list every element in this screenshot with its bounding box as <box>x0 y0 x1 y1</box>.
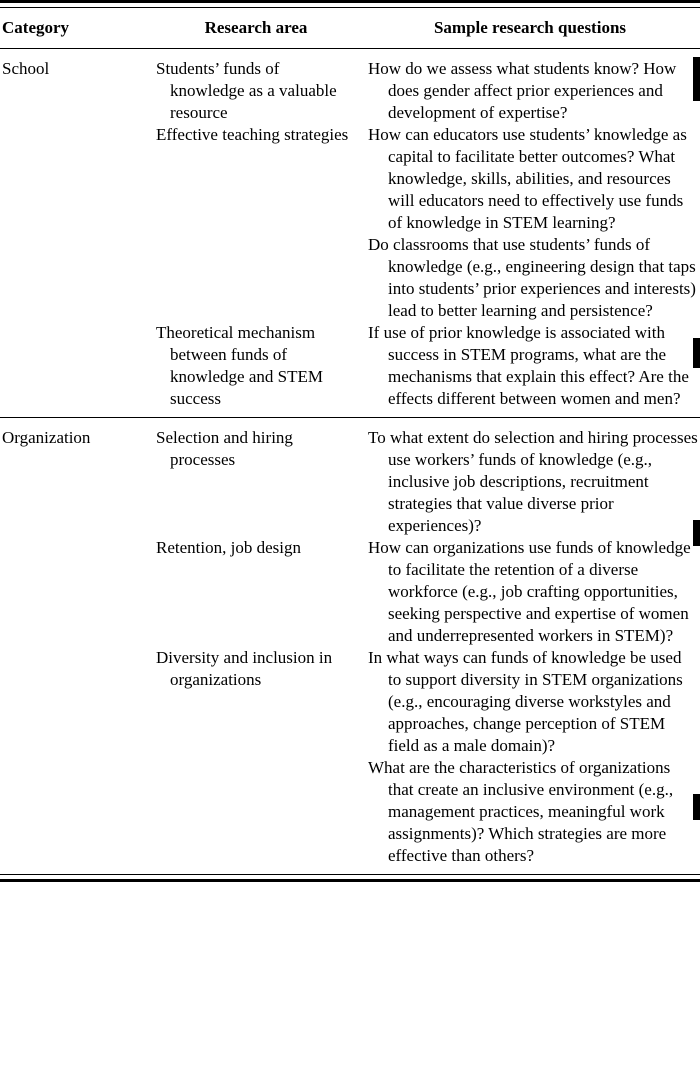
research-area-cell: Diversity and inclusion in organizations <box>156 648 333 689</box>
question-paragraph: What are the characteristics of organizations that create an inclusive environment (e.g., management practices, meaningful work assignments)? Which strategies are more effective than others? <box>368 758 674 865</box>
table-row <box>150 322 700 410</box>
question-paragraph: Do classrooms that use students’ funds of knowledge (e.g., engineering design that taps into students’ prior experiences and interests) lead to better learning and persistence? <box>368 235 696 320</box>
table-row <box>150 427 700 537</box>
section-organization <box>0 418 700 874</box>
scan-edge-artifact <box>693 794 700 820</box>
question-paragraph: To what extent do selection and hiring processes use workers’ funds of knowledge (e.g., inclusive job descriptions, recruitment strategies that value diverse prior experiences)? <box>368 428 698 535</box>
question-paragraph: How do we assess what students know? How does gender affect prior experiences and development of expertise? <box>368 59 677 122</box>
category-cell: School <box>2 59 50 78</box>
research-area-cell: Students’ funds of knowledge as a valuable resource <box>156 59 337 122</box>
research-area-cell: Effective teaching strategies <box>156 125 349 144</box>
section-rows <box>150 427 700 867</box>
question-paragraph: How can organizations use funds of knowledge to facilitate the retention of a diverse workforce (e.g., job crafting opportunities, seeking perspective and expertise of women and underrepresented workers in STEM)? <box>368 538 691 645</box>
table-row <box>150 58 700 124</box>
question-paragraph: If use of prior knowledge is associated with success in STEM programs, what are the mechanisms that explain this effect? Are the effects different between women and men? <box>368 323 689 408</box>
table-header-row <box>0 8 700 48</box>
research-area-cell: Retention, job design <box>156 538 301 557</box>
table-row <box>150 124 700 322</box>
column-header-sample-research-questions: Sample research questions <box>433 18 627 37</box>
table-row <box>150 647 700 867</box>
questions-cell <box>362 124 700 322</box>
scan-edge-artifact <box>693 57 700 101</box>
section-school <box>0 49 700 417</box>
research-area-cell: Theoretical mechanism between funds of knowledge and STEM success <box>156 323 323 408</box>
questions-cell <box>362 647 700 867</box>
table-row <box>150 537 700 647</box>
questions-cell <box>362 537 700 647</box>
scan-edge-artifact <box>693 338 700 368</box>
questions-cell <box>362 58 700 124</box>
column-header-category: Category <box>2 18 70 37</box>
table-bottom-rule <box>0 874 700 882</box>
column-header-research-area: Research area <box>204 18 308 37</box>
research-area-cell: Selection and hiring processes <box>156 428 293 469</box>
question-paragraph: How can educators use students’ knowledge as capital to facilitate better outcomes? What knowledge, skills, abilities, and resources will educators need to effectively use funds of knowledge in STEM learning? <box>368 125 687 232</box>
question-paragraph: In what ways can funds of knowledge be used to support diversity in STEM organizations (e.g., encouraging diverse workstyles and approaches, change perception of STEM field as a male domain)? <box>368 648 683 755</box>
scan-edge-artifact <box>693 520 700 546</box>
category-cell: Organization <box>2 428 91 447</box>
section-rows <box>150 58 700 410</box>
table-top-rule <box>0 0 700 8</box>
questions-cell <box>362 427 700 537</box>
questions-cell <box>362 322 700 410</box>
